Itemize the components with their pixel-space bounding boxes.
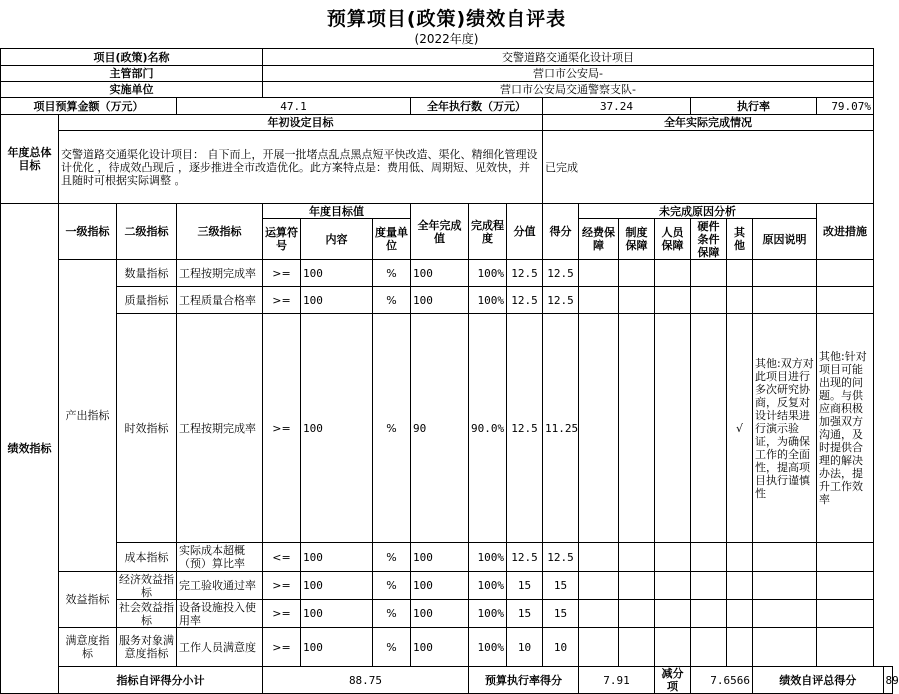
row-score: 10 [543,628,579,667]
row-level3: 设备设施投入使用率 [177,600,263,628]
row-content: 100 [301,572,373,600]
row-improve: 其他:针对项目可能出现的问题。与供应商积极加强双方沟通，及时提供合理的解决办法，提升工作效率 [817,314,874,543]
exec-label: 全年执行数（万元） [411,98,543,115]
row-operator: >= [263,628,301,667]
row-degree: 100% [469,572,507,600]
header-operator: 运算符号 [263,219,301,260]
actual-completion-header: 全年实际完成情况 [543,115,874,131]
row-operator: <= [263,543,301,572]
row-operator: >= [263,260,301,287]
row-degree: 100% [469,628,507,667]
level1-output: 产出指标 [59,260,117,572]
budget-value: 47.1 [177,98,411,115]
row-degree: 90.0% [469,314,507,543]
row-weight: 12.5 [507,287,543,314]
header-hardware: 硬件条件保障 [691,219,727,260]
table-row [1,572,893,600]
row-degree: 100% [469,260,507,287]
row-unit: % [373,314,411,543]
row-weight: 10 [507,628,543,667]
header-other: 其他 [727,219,753,260]
other-checkmark: √ [727,314,753,543]
row-weight: 15 [507,572,543,600]
project-name-value: 交警道路交通渠化设计项目 [263,49,874,66]
row-level2: 成本指标 [117,543,177,572]
row-completed: 100 [411,572,469,600]
row-level2: 服务对象满意度指标 [117,628,177,667]
total-score-value: 89 [883,667,892,694]
row-level3: 工程质量合格率 [177,287,263,314]
row-level3: 工作人员满意度 [177,628,263,667]
row-level2: 社会效益指标 [117,600,177,628]
row-level3: 实际成本超概（预）算比率 [177,543,263,572]
table-row [1,287,893,314]
page-subtitle: (2022年度) [414,32,479,46]
header-funding: 经费保障 [579,219,619,260]
header-unit: 度量单位 [373,219,411,260]
initial-goal-text: 交警道路交通渠化设计项目： 自下而上，开展一批堵点乱点黑点短平快改造、渠化、精细化管理设计优化 ，待成效凸现后 ，逐步推进全市改造优化。此方案特点是：费用低、周期短、见效快，并且随时可根据实际调整 。 [59,131,543,204]
row-level2: 经济效益指标 [117,572,177,600]
unit-value: 营口市公安局交通警察支队- [263,82,874,98]
row-content: 100 [301,260,373,287]
dept-value: 营口市公安局- [263,66,874,82]
row-score: 12.5 [543,543,579,572]
row-completed: 100 [411,260,469,287]
row-content: 100 [301,314,373,543]
row-degree: 100% [469,287,507,314]
row-unit: % [373,628,411,667]
row-content: 100 [301,287,373,314]
row-weight: 12.5 [507,314,543,543]
rate-value: 79.07% [817,98,874,115]
self-score-value: 88.75 [263,667,469,694]
header-score: 得分 [543,204,579,260]
row-degree: 100% [469,600,507,628]
table-row [1,600,893,628]
budget-score-value: 7.91 [579,667,655,694]
row-completed: 100 [411,543,469,572]
row-level3: 工程按期完成率 [177,260,263,287]
row-unit: % [373,600,411,628]
deduct-value: 7.6566 [691,667,753,694]
row-content: 100 [301,543,373,572]
rate-label: 执行率 [691,98,817,115]
row-weight: 12.5 [507,543,543,572]
self-score-label: 指标自评得分小计 [59,667,263,694]
table-row [1,260,893,287]
level1-benefit: 效益指标 [59,572,117,628]
unit-label: 实施单位 [1,82,263,98]
row-score: 11.25 [543,314,579,543]
row-reason: 其他:双方对此项目进行多次研究协商，反复对设计结果进行演示验证，为确保工作的全面性，提高项目执行谨慎性 [753,314,817,543]
header-level3: 三级指标 [177,204,263,260]
row-score: 12.5 [543,260,579,287]
header-reason: 原因说明 [753,219,817,260]
budget-label: 项目预算金额（万元） [1,98,177,115]
row-level2: 时效指标 [117,314,177,543]
total-score-label: 绩效自评总得分 [753,667,884,694]
project-name-label: 项目(政策)名称 [1,49,263,66]
row-content: 100 [301,600,373,628]
page-title: 预算项目(政策)绩效自评表 [326,8,567,30]
header-staff: 人员保障 [655,219,691,260]
deduct-label: 减分项 [655,667,691,694]
row-completed: 100 [411,628,469,667]
header-unfinished: 未完成原因分析 [579,204,817,219]
header-improve: 改进措施 [817,204,874,260]
row-unit: % [373,543,411,572]
row-completed: 90 [411,314,469,543]
row-level3: 完工验收通过率 [177,572,263,600]
table-row [1,543,893,572]
row-operator: >= [263,600,301,628]
header-weight: 分值 [507,204,543,260]
row-operator: >= [263,572,301,600]
row-unit: % [373,260,411,287]
row-level3: 工程按期完成率 [177,314,263,543]
actual-completion-text: 已完成 [543,131,874,204]
row-score: 15 [543,600,579,628]
goals-section-label: 年度总体目标 [1,115,59,204]
row-completed: 100 [411,287,469,314]
header-content: 内容 [301,219,373,260]
row-level2: 数量指标 [117,260,177,287]
header-degree: 完成程度 [469,204,507,260]
row-operator: >= [263,287,301,314]
header-system: 制度保障 [619,219,655,260]
indicators-section-label: 绩效指标 [1,204,59,694]
exec-value: 37.24 [543,98,691,115]
row-unit: % [373,572,411,600]
row-completed: 100 [411,600,469,628]
row-weight: 15 [507,600,543,628]
row-operator: >= [263,314,301,543]
header-completed: 全年完成值 [411,204,469,260]
row-score: 12.5 [543,287,579,314]
header-annual-target: 年度目标值 [263,204,411,219]
row-score: 15 [543,572,579,600]
row-weight: 12.5 [507,260,543,287]
header-level2: 二级指标 [117,204,177,260]
evaluation-table [0,48,899,694]
dept-label: 主管部门 [1,66,263,82]
level1-satisfaction: 满意度指标 [59,628,117,667]
row-unit: % [373,287,411,314]
row-level2: 质量指标 [117,287,177,314]
initial-goal-header: 年初设定目标 [59,115,543,131]
header-level1: 一级指标 [59,204,117,260]
budget-score-label: 预算执行率得分 [469,667,579,694]
row-degree: 100% [469,543,507,572]
table-row [1,628,893,667]
row-content: 100 [301,628,373,667]
